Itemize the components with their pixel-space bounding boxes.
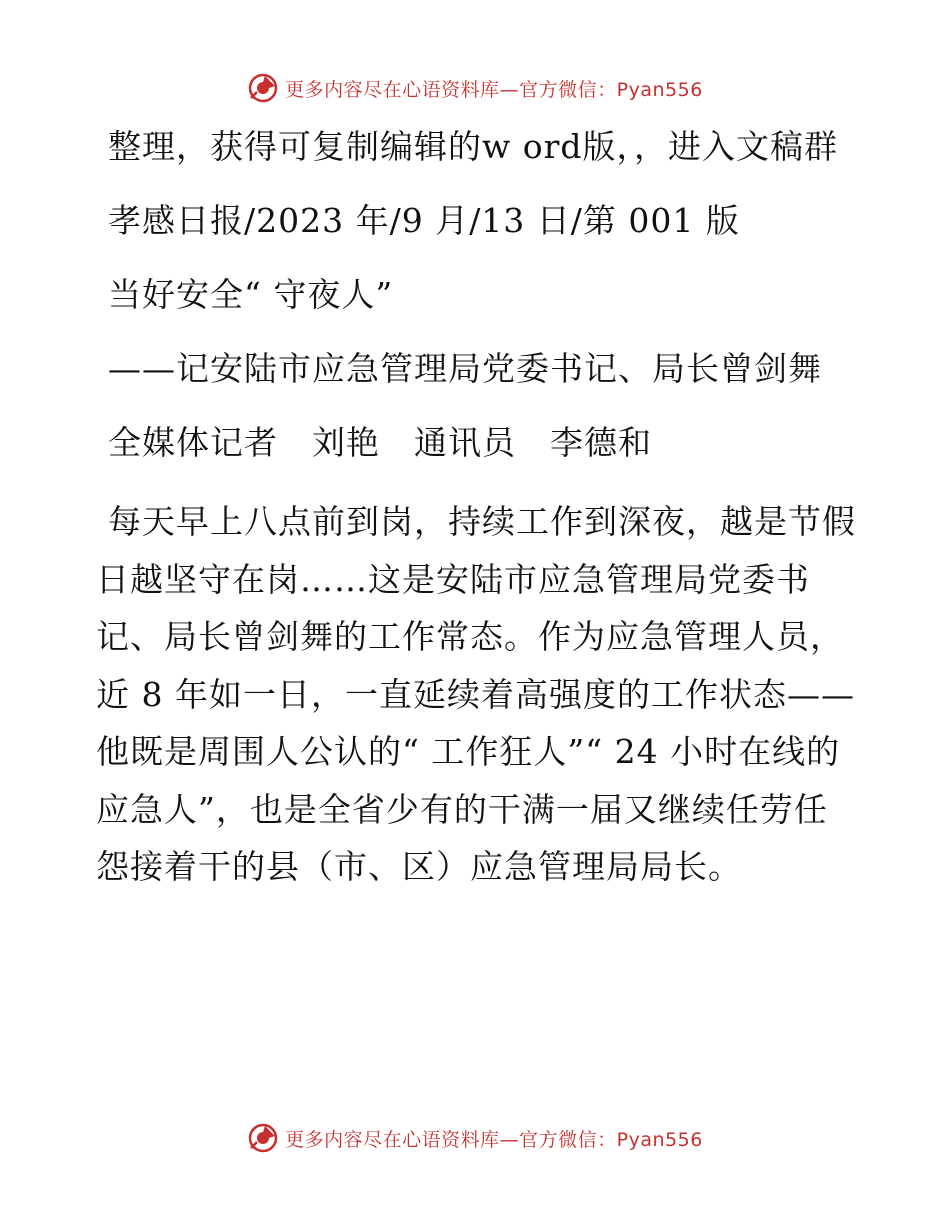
pen-logo-icon bbox=[247, 1122, 279, 1154]
document-body bbox=[96, 122, 856, 896]
article-title: 当好安全“ 守夜人” bbox=[108, 275, 394, 314]
article-subtitle: ——记安陆市应急管理局党委书记、局长曾剑舞 bbox=[108, 349, 822, 388]
pen-logo-icon bbox=[247, 72, 279, 104]
source-line: 孝感日报/2023 年/9 月/13 日/第 001 版 bbox=[108, 201, 740, 240]
watermark-text: 更多内容尽在心语资料库—官方微信：Pyan556 bbox=[285, 78, 703, 101]
footer-watermark bbox=[0, 1120, 950, 1156]
intro-line: 整理，获得可复制编辑的w ord版，，进入文稿群 bbox=[108, 127, 839, 166]
watermark-text: 更多内容尽在心语资料库—官方微信：Pyan556 bbox=[285, 1128, 703, 1151]
byline: 全媒体记者 刘艳 通讯员 李德和 bbox=[108, 423, 652, 462]
body-paragraph: 每天早上八点前到岗，持续工作到深夜，越是节假日越坚守在岗……这是安陆市应急管理局党委书记、局长曾剑舞的工作常态。作为应急管理人员，近 8 年如一日，一直延续着高强度的工作状态——他既是周围人公认的“ 工作狂人”“ 24 小时在线的应急人”，也是全省少有的干满一届又继续任劳任怨接着干的县（市、区）应急管理局局长。 bbox=[96, 502, 856, 886]
header-watermark bbox=[0, 70, 950, 106]
